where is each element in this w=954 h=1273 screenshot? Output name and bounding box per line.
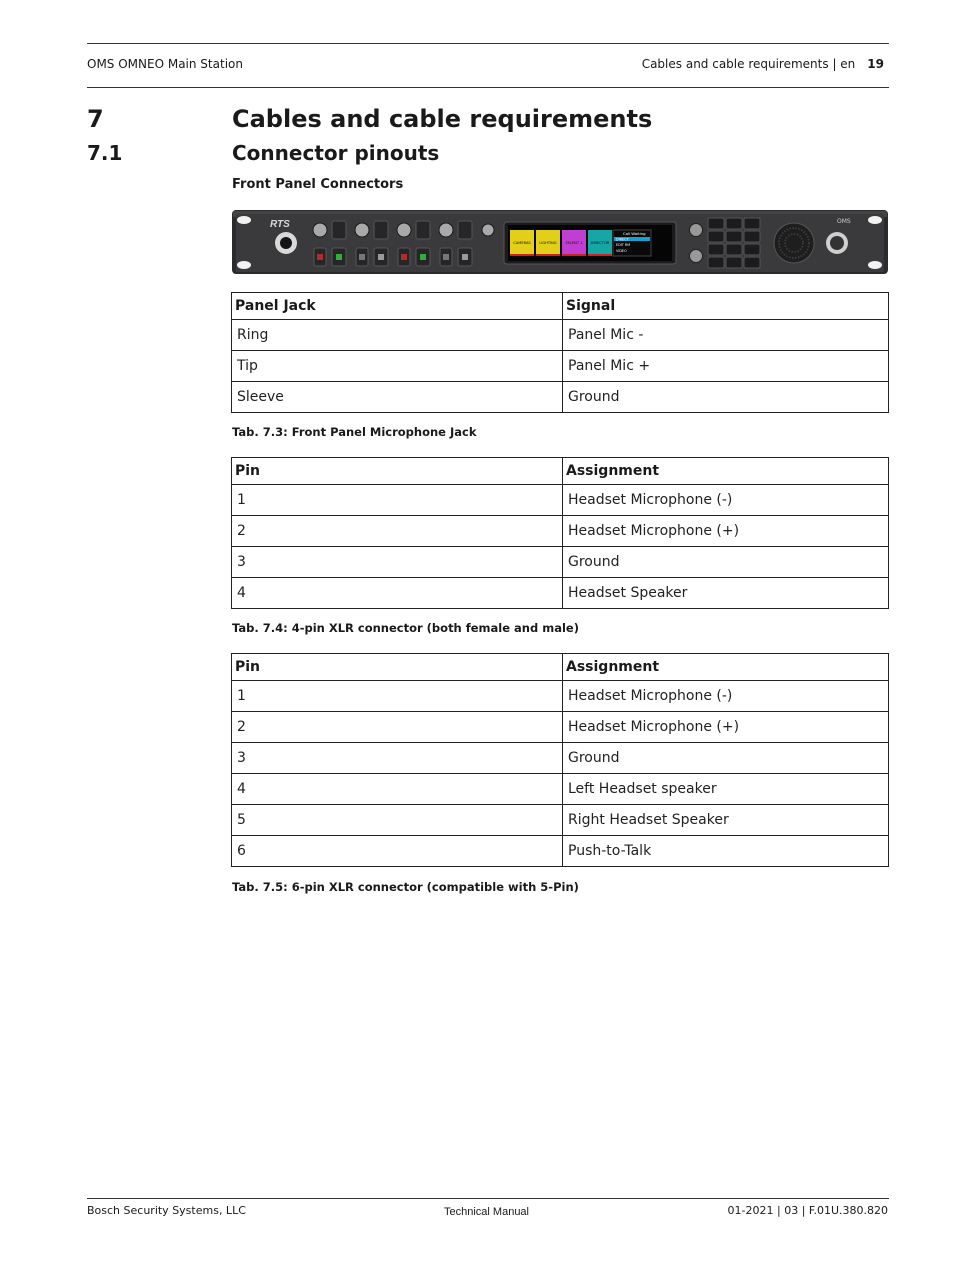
level-knob-icon xyxy=(482,224,494,236)
table-cell: Tip xyxy=(232,351,563,382)
keypad-key-icon xyxy=(708,231,724,242)
page-number: 19 xyxy=(867,57,884,71)
keypad-key-icon xyxy=(726,257,742,268)
column-header: Pin xyxy=(232,654,563,681)
front-panel-heading: Front Panel Connectors xyxy=(232,177,404,192)
column-header: Assignment xyxy=(563,654,889,681)
table-row xyxy=(232,805,889,836)
table-cell: Left Headset speaker xyxy=(563,774,889,805)
table-cell: 3 xyxy=(232,547,563,578)
svg-text:EDIT RM: EDIT RM xyxy=(616,243,631,247)
table-caption: Tab. 7.3: Front Panel Microphone Jack xyxy=(232,425,477,439)
footer-doc-id: 01-2021 | 03 | F.01U.380.820 xyxy=(727,1204,888,1217)
section-number: 7 xyxy=(87,105,104,133)
svg-text:Call Waiting: Call Waiting xyxy=(623,231,646,236)
table-cell: 4 xyxy=(232,774,563,805)
svg-text:DIRECT: DIRECT xyxy=(616,237,629,242)
table-row xyxy=(232,774,889,805)
footer-doc-type: Technical Manual xyxy=(444,1206,529,1218)
table-cell: Headset Microphone (+) xyxy=(563,516,889,547)
level-knob-icon xyxy=(355,223,369,237)
model-label: OMS xyxy=(837,218,851,225)
volume-knob-icon xyxy=(690,250,703,263)
column-header: Assignment xyxy=(563,458,889,485)
keypad-key-icon xyxy=(744,218,760,229)
table-cell: Ground xyxy=(563,547,889,578)
xlr-4pin-table xyxy=(231,457,889,609)
table-cell: 2 xyxy=(232,516,563,547)
table-cell: Panel Mic - xyxy=(563,320,889,351)
screen-key-label: LIGHTING xyxy=(539,241,557,245)
keypad-key-icon xyxy=(726,231,742,242)
level-knob-icon xyxy=(439,223,453,237)
level-knob-icon xyxy=(313,223,327,237)
footer-company: Bosch Security Systems, LLC xyxy=(87,1204,246,1217)
table-row xyxy=(232,743,889,774)
subsection-number: 7.1 xyxy=(87,141,123,165)
keypad-key-icon xyxy=(708,218,724,229)
keypad-key-icon xyxy=(726,218,742,229)
keypad-key-icon xyxy=(744,231,760,242)
screen-key-label: CAMERAS xyxy=(513,241,531,245)
table-cell: Push-to-Talk xyxy=(563,836,889,867)
table-row xyxy=(232,547,889,578)
table-cell: Headset Microphone (-) xyxy=(563,681,889,712)
table-cell: Ground xyxy=(563,743,889,774)
footer-rule xyxy=(87,1198,889,1199)
mount-hole-icon xyxy=(868,216,882,224)
table-cell: 1 xyxy=(232,485,563,516)
header-chapter xyxy=(642,57,884,71)
table-cell: Headset Microphone (-) xyxy=(563,485,889,516)
table-row xyxy=(232,681,889,712)
listen-key-icon xyxy=(374,221,388,239)
column-header: Signal xyxy=(563,293,889,320)
column-header: Pin xyxy=(232,458,563,485)
table-caption: Tab. 7.4: 4-pin XLR connector (both female and male) xyxy=(232,621,579,635)
table-cell: 3 xyxy=(232,743,563,774)
keypad-key-icon xyxy=(708,257,724,268)
table-row xyxy=(232,351,889,382)
header-bottom-rule xyxy=(87,87,889,88)
table-cell: 5 xyxy=(232,805,563,836)
screen-key-label: TALENT 1 xyxy=(565,241,583,245)
table-cell: Right Headset Speaker xyxy=(563,805,889,836)
table-cell: 6 xyxy=(232,836,563,867)
column-header: Panel Jack xyxy=(232,293,563,320)
mount-hole-icon xyxy=(868,261,882,269)
listen-key-icon xyxy=(416,221,430,239)
table-row xyxy=(232,516,889,547)
xlr-6pin-table xyxy=(231,653,889,867)
listen-key-icon xyxy=(458,221,472,239)
table-cell: Sleeve xyxy=(232,382,563,413)
keypad-key-icon xyxy=(726,244,742,255)
front-panel-jack-table xyxy=(231,292,889,413)
table-cell: 4 xyxy=(232,578,563,609)
keypad-key-icon xyxy=(744,257,760,268)
table-row xyxy=(232,382,889,413)
table-cell: 1 xyxy=(232,681,563,712)
subsection-title: Connector pinouts xyxy=(232,141,440,165)
table-row xyxy=(232,578,889,609)
volume-knob-icon xyxy=(690,224,703,237)
mount-hole-icon xyxy=(237,261,251,269)
level-knob-icon xyxy=(397,223,411,237)
screen-key-label: DIRECTOR xyxy=(590,241,610,245)
table-cell: Panel Mic + xyxy=(563,351,889,382)
table-header-row xyxy=(232,458,889,485)
header-top-rule xyxy=(87,43,889,44)
table-cell: Ring xyxy=(232,320,563,351)
table-cell: Headset Microphone (+) xyxy=(563,712,889,743)
svg-text:VIDEO: VIDEO xyxy=(616,249,627,253)
keypad-key-icon xyxy=(744,244,760,255)
table-cell: 2 xyxy=(232,712,563,743)
keypad-key-icon xyxy=(708,244,724,255)
table-row xyxy=(232,320,889,351)
table-header-row xyxy=(232,293,889,320)
table-row xyxy=(232,836,889,867)
front-panel-illustration xyxy=(232,208,888,276)
section-title: Cables and cable requirements xyxy=(232,105,653,133)
table-row xyxy=(232,712,889,743)
table-caption: Tab. 7.5: 6-pin XLR connector (compatible with 5-Pin) xyxy=(232,880,579,894)
listen-key-icon xyxy=(332,221,346,239)
table-cell: Headset Speaker xyxy=(563,578,889,609)
table-header-row xyxy=(232,654,889,681)
header-chapter-title: Cables and cable requirements | en xyxy=(641,57,856,71)
table-row xyxy=(232,485,889,516)
brand-logo: RTS xyxy=(270,219,290,230)
mount-hole-icon xyxy=(237,216,251,224)
table-cell: Ground xyxy=(563,382,889,413)
header-document-title: OMS OMNEO Main Station xyxy=(87,57,243,71)
